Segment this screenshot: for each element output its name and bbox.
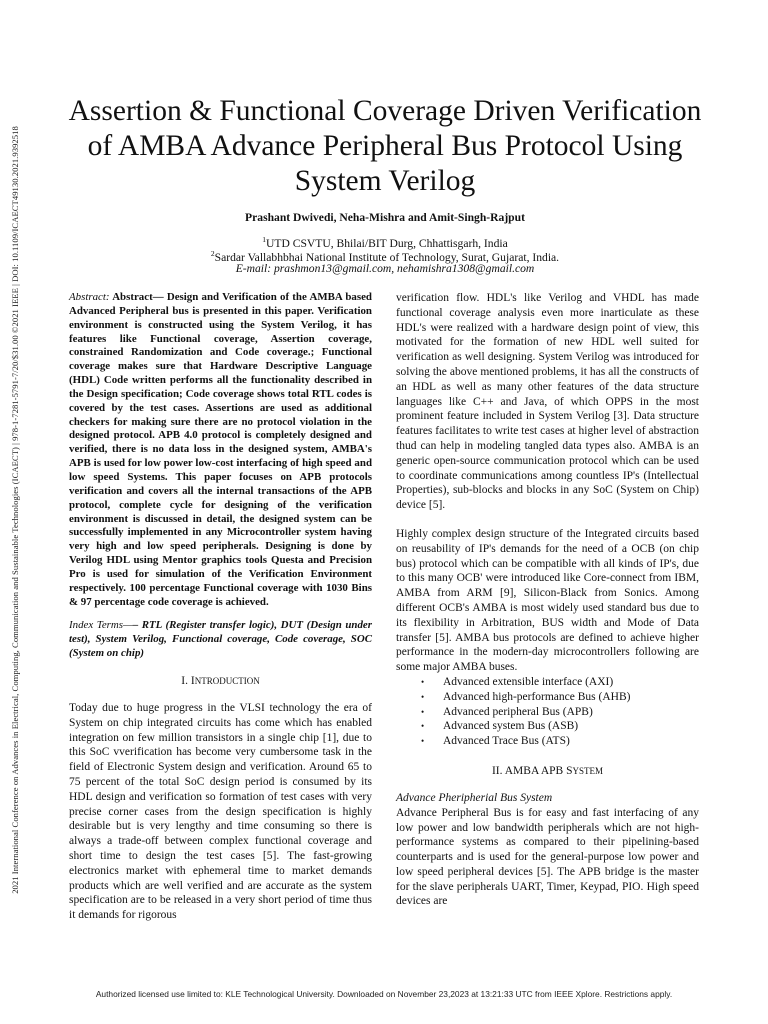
bullet-icon: •	[421, 706, 425, 717]
list-item	[421, 705, 699, 720]
list-item-text: Advanced extensible interface (AXI)	[443, 675, 614, 688]
paper-title: Assertion & Functional Coverage Driven Verification of AMBA Advance Peripheral Bus Protocol Using System Verilog	[68, 95, 702, 197]
index-terms	[69, 619, 372, 661]
bullet-icon: •	[421, 721, 425, 732]
abstract-label: Abstract:	[69, 291, 110, 303]
list-item-text: Advanced high-performance Bus (AHB)	[443, 690, 631, 703]
list-item	[421, 690, 699, 705]
section-2-main: AMBA APB S	[504, 764, 573, 777]
abstract-text: Abstract— Design and Verification of the AMBA based Advanced Peripheral bus is presented in this paper. Verification environment is constructed using the System Verilog, it has features like Functional coverage, Assertion coverage, constrained Randomization and Code coverage.; Functional coverage makes sure that Hardware Descriptive Language (HDL) Code written performs all the functionality described in the Design specification; Code coverage shows total RTL codes is covered by the test cases. Assertions are used as additional checkers for making sure there are no protocol violation in the designed protocol. APB 4.0 protocol is completely designed and verified, there is no data loss in the designed system, AMBA's APB is used for low power low-cost interfacing of high speed and low speed Systems. This paper focuses on APB protocols verification and covers all the internal transactions of the APB protocol, complete cycle for designing of the verification environment is discussed in detail, the designed system can be successfully implemented in any Microcontroller system having very high and low speed peripherals. Designing is done by Verilog HDL using Mentor graphics tools Questa and Precision Pro is used for simulation of the Verification Environment respectively. 100 percentage Functional coverage with 1030 Bins & 97 percentage code coverage is achieved.	[69, 291, 372, 608]
list-item-text: Advanced Trace Bus (ATS)	[443, 735, 570, 748]
section-1-smallcaps: NTRODUCTION	[194, 675, 260, 686]
ocb-paragraph: Highly complex design structure of the Integrated circuits based on reusability of IP's demands for the need of a OCB (on chip bus) protocol which can be compatible with all kinds of IP's, due to this many OCB' were introduced like Core-connect from IBM, AMBA from ARM [9], Silicon-Black from Sonics. Among different OCB's AMBA is most widely used standard bus due to its flexibility in Arbitration, BUS width and Mode of Data transfer [5]. AMBA bus protocols are defined to achieve higher performance in the modern-day microcontrollers following are some major AMBA buses.	[396, 527, 699, 674]
index-terms-label: Index Terms—	[69, 619, 133, 632]
list-item	[421, 719, 699, 734]
affiliation-1-marker: 1	[262, 235, 266, 244]
section-1-initial: I	[190, 674, 195, 687]
paper-authors: Prashant Dwivedi, Neha-Mishra and Amit-Singh-Rajput	[245, 211, 525, 224]
subsection-heading: Advance Pheripherial Bus System	[396, 791, 553, 804]
section-2-heading	[396, 765, 699, 777]
conference-doi-text: 2021 International Conference on Advances in Electrical, Computing, Communication and Sustainable Technologies (ICAECT) | 978-1-7281-5791-7/20/$31.00 ©2021 IEEE | DOI: 10.1109/ICAECT49130.2021.9392518	[10, 126, 21, 894]
affiliation-2-text: Sardar Vallabhbhai National Institute of Technology, Surat, Gujarat, India.	[214, 250, 560, 264]
amba-bus-list	[396, 675, 699, 749]
intro-continued-paragraph: verification flow. HDL's like Verilog and VHDL has made functional coverage analysis even more inarticulate as these HDL's were realized with a hardware design point of view, this motivated for the formation of new HDL well suited for verification as well designing. System Verilog was introduced for solving the above mentioned problems, it has all the constructs of an HDL as well as many other features of the data structure languages like C++ and Java, of which OPPS in the most prominent feature included in System Verilog [3]. Data structure features facilitates to write test cases at higher level of abstraction thud can help in modeling tangled data types also. AMBA is an generic open-source communication protocol which can be used to coordinate communications among countless IP's (Intellectual Properties), sub-blocks and blocks in any SoC (System on Chip) device [5].	[396, 292, 699, 512]
section-2-smallcaps: YSTEM	[572, 765, 604, 776]
list-item-text: Advanced system Bus (ASB)	[443, 720, 579, 733]
affiliation-1	[60, 235, 710, 250]
list-item	[421, 675, 699, 690]
affiliation-1-text: UTD CSVTU, Bhilai/BIT Durg, Chhattisgarh, India	[266, 236, 508, 250]
index-terms-text: – RTL (Register transfer logic), DUT (Design under test), System Verilog, Functional coverage, Code coverage, SOC (System on chip)	[69, 619, 372, 660]
bullet-icon: •	[421, 676, 425, 687]
list-item	[421, 734, 699, 749]
section-1-number: I.	[181, 674, 188, 687]
right-column	[396, 291, 699, 909]
conference-doi-sidebar	[7, 80, 23, 940]
affiliation-2-marker: 2	[210, 249, 215, 258]
section-2-number: II.	[491, 764, 503, 777]
introduction-paragraph: Today due to huge progress in the VLSI technology the era of System on chip integrated circuits has come which has enabled integration on few million transistors in a single chip [1], due to this SoC vverification has become very cumbersome task in the field of Electronic System design and verification. Around 65 to 75 percent of the total SoC design period is consumed by its HDL design and verification so formation of test cases with very precise corner cases from the design specification is highly desirable but is very lengthy and time consuming so there is always a trade-off between complex functional coverage and short time to design the test cases [5]. The fast-growing electronics market with ephemeral time to market demands products which are well verified and are accurate as the system specification are to be released in a very short period of time thus it demands for rigorous	[69, 701, 372, 922]
bullet-icon: •	[421, 736, 425, 747]
left-column	[69, 291, 372, 923]
abstract	[69, 291, 372, 609]
bullet-icon: •	[421, 691, 425, 702]
section-1-heading	[69, 675, 372, 687]
license-footer: Authorized licensed use limited to: KLE Technological University. Downloaded on November 23,2023 at 13:21:33 UTC from IEEE Xplore. Restrictions apply.	[95, 989, 673, 999]
author-emails: E-mail: prashmon13@gmail.com, nehamishra1308@gmail.com	[235, 262, 535, 275]
list-item-text: Advanced peripheral Bus (APB)	[443, 705, 593, 718]
apb-paragraph: Advance Peripheral Bus is for easy and fast interfacing of any low power and low bandwidth peripherals which are not high-performance systems as compared to their pipelining-based counterparts and is used for the general-purpose low power and low speed peripheral devices [5]. The APB bridge is the master for the slave peripherals UART, Timer, Keypad, PIO. High speed devices are	[396, 806, 699, 908]
